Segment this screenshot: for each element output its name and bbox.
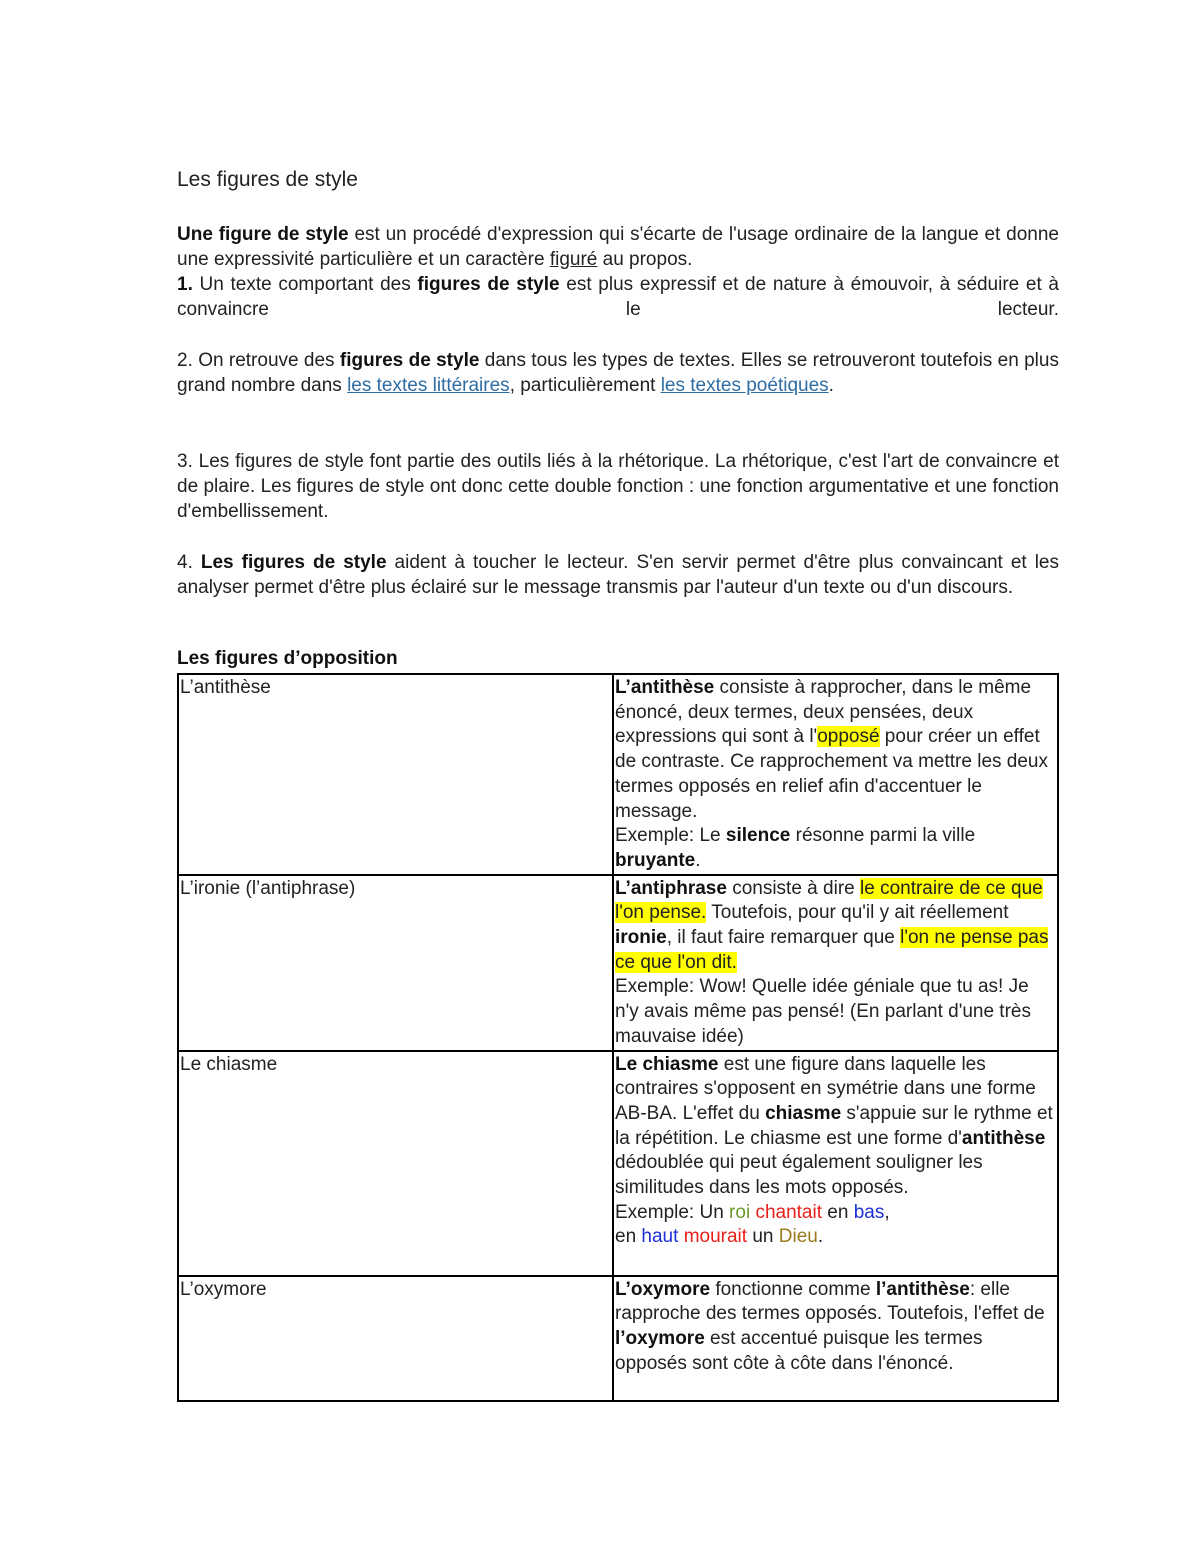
point-2-text-mid: dans tous les types de textes. Elles se retrouveront toutefois en plus grand nombre dans xyxy=(177,350,1059,396)
def-term-2: chiasme xyxy=(765,1102,842,1124)
point-4-term: Les figures de style xyxy=(200,552,387,573)
link-textes-poetiques[interactable]: les textes poétiques xyxy=(660,375,829,396)
link-textes-litteraires[interactable]: les textes littéraires xyxy=(347,375,510,396)
example-word-chantait: chantait xyxy=(755,1201,822,1223)
example-word-mourait: mourait xyxy=(683,1226,748,1248)
example-term-1: silence xyxy=(725,825,791,847)
intro-term: Une figure de style xyxy=(177,224,349,245)
point-4-paragraph xyxy=(177,550,1059,600)
intro-text: est un procédé d'expression qui s'écarte de l'usage ordinaire de la langue et donne une expressivité particulière et un caractère xyxy=(177,224,1059,270)
def-text-mid: s'appuie sur le rythme et la répétition. Le chiasme est une forme d' xyxy=(615,1102,1053,1149)
def-text-mid: Toutefois, pour qu'il y ait réellement xyxy=(706,902,1009,924)
def-term-2: l’antithèse xyxy=(875,1278,970,1300)
example-word-bas: bas xyxy=(853,1201,885,1223)
example-term-2: bruyante xyxy=(615,849,696,871)
figure-name-cell: L’oxymore xyxy=(178,1276,613,1401)
figure-name-cell: L’antithèse xyxy=(178,674,613,875)
figure-definition-cell xyxy=(613,1051,1058,1276)
point-1-paragraph xyxy=(177,272,1059,322)
def-term: L’antithèse xyxy=(615,677,715,698)
table-row-chiasme xyxy=(178,1051,1058,1276)
point-2-text-mid2: , particulièrement xyxy=(509,375,661,396)
table-row-oxymore xyxy=(178,1276,1058,1401)
example-word-en-2: en xyxy=(615,1226,637,1248)
def-text: consiste à rapprocher, dans le même énoncé, deux termes, deux pensées, deux expressions qui sont à l' xyxy=(615,677,1032,748)
intro-text-end: au propos. xyxy=(597,249,693,270)
point-1-text: Un texte comportant des xyxy=(192,274,418,295)
def-text-end: dédoublée qui peut également souligner les similitudes dans les mots opposés. xyxy=(615,1152,983,1199)
point-2-text: 2. On retrouve des xyxy=(177,350,340,371)
example-word-dieu: Dieu xyxy=(778,1226,818,1248)
page-title: Les figures de style xyxy=(177,168,358,191)
def-term-3: l’oxymore xyxy=(615,1327,705,1349)
figure-definition-cell xyxy=(613,1276,1058,1401)
point-1-number: 1. xyxy=(177,274,193,295)
def-text: consiste à dire xyxy=(726,877,860,899)
def-text: est une figure dans laquelle les contraires s'opposent en symétrie dans une forme AB-BA. L'effet du xyxy=(615,1053,1036,1124)
example-text: Exemple: Le xyxy=(615,825,726,847)
point-2-paragraph xyxy=(177,348,1059,398)
table-row-ironie xyxy=(178,875,1058,1051)
def-text-end: pour créer un effet de contraste. Ce rapprochement va mettre les deux termes opposés en relief afin d'accentuer le message. xyxy=(615,726,1049,822)
point-1-text-end: est plus expressif et de nature à émouvoir, à séduire et à convaincre le lecteur. xyxy=(177,274,1060,320)
example-text: Exemple: Un xyxy=(615,1201,730,1223)
point-2-text-end: . xyxy=(828,375,834,396)
example-word-en: en xyxy=(827,1201,849,1223)
example-text-end: . xyxy=(695,849,701,871)
figure-name-cell: Le chiasme xyxy=(178,1051,613,1276)
figure-definition-cell xyxy=(613,674,1058,875)
def-term: L’oxymore xyxy=(615,1278,711,1300)
point-1-term: figures de style xyxy=(417,274,560,295)
figure-name-cell: L’ironie (l’antiphrase) xyxy=(178,875,613,1051)
def-text-mid: : elle rapproche des termes opposés. Toutefois, l'effet de xyxy=(615,1278,1045,1325)
figure-definition-cell xyxy=(613,875,1058,1051)
example-text: Exemple: Wow! Quelle idée géniale que tu as! Je n'y avais même pas pensé! (En parlant d'une très mauvaise idée) xyxy=(615,976,1031,1047)
figures-table xyxy=(177,673,1059,1402)
section-heading: Les figures d’opposition xyxy=(177,648,398,669)
point-2-term: figures de style xyxy=(339,350,480,371)
highlighted-text-2: l'on ne pense pas ce que l'on dit. xyxy=(615,927,1049,973)
def-term-3: antithèse xyxy=(961,1127,1046,1149)
table-row-antithese xyxy=(178,674,1058,875)
example-comma: , xyxy=(884,1201,890,1223)
example-period: . xyxy=(817,1226,824,1248)
def-term: Le chiasme xyxy=(615,1053,719,1075)
def-term-2: ironie xyxy=(615,927,667,949)
point-4-text: aident à toucher le lecteur. S'en servir permet d'être plus convaincant et les analyser permet d'être plus éclairé sur le message transmis par l'auteur d'un texte ou d'un discours. xyxy=(177,552,1059,598)
highlighted-text: le contraire de ce que l'on pense. xyxy=(615,877,1043,924)
highlighted-text: opposé xyxy=(817,726,880,748)
underlined-word: figuré xyxy=(549,249,598,270)
def-text-end: est accentué puisque les termes opposés sont côte à côte dans l'énoncé. xyxy=(615,1327,983,1374)
def-text: fonctionne comme xyxy=(710,1278,876,1300)
example-word-roi: roi xyxy=(729,1201,751,1223)
def-term: L’antiphrase xyxy=(615,877,727,899)
point-4-number: 4. xyxy=(177,552,201,573)
def-text-mid2: , il faut faire remarquer que xyxy=(666,927,901,949)
example-text-mid: résonne parmi la ville xyxy=(790,825,976,847)
point-3-paragraph: 3. Les figures de style font partie des outils liés à la rhétorique. La rhétorique, c'est l'art de convaincre et de plaire. Les figures de style ont donc cette double fonction : une fonction argumentative et une fonction d'embellissement. xyxy=(177,451,1059,522)
example-word-un: un xyxy=(752,1226,774,1248)
example-word-haut: haut xyxy=(641,1226,679,1248)
intro-paragraph xyxy=(177,222,1059,272)
